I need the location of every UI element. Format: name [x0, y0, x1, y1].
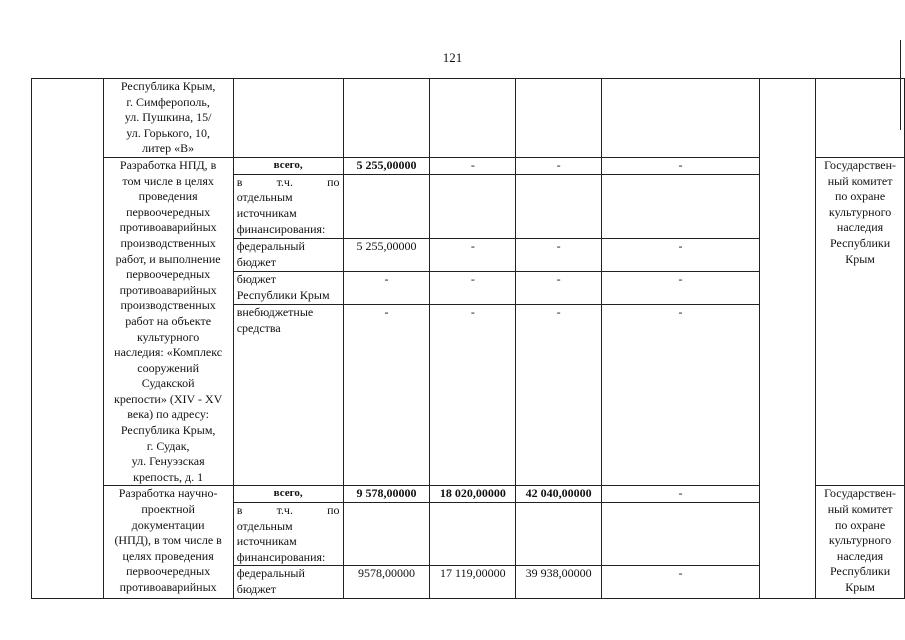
value-cell: -	[430, 239, 516, 272]
value-cell: -	[601, 157, 759, 174]
value-cell: -	[601, 305, 759, 486]
value-cell: 9578,00000	[343, 566, 430, 598]
source-label: бюджет Республики Крым	[233, 272, 343, 305]
value-cell: 39 938,00000	[516, 566, 602, 598]
value-cell: 17 119,00000	[430, 566, 516, 598]
item-description: Разработка НПД, в том числе в целях проведения первоочередных противоаварийных производственных работ, и выполнение первоочередных противоаварийных производственных работ на объекте культурного наследия: «Комплекс сооружений Судакской крепости» (XIV - XV века) по адресу: Республика Крым, г. Судак, ул. Генуэзская крепость, д. 1	[103, 157, 233, 485]
source-total-label: всего,	[233, 157, 343, 174]
value-cell: -	[516, 272, 602, 305]
value-cell: -	[343, 305, 430, 486]
source-label: федеральный бюджет	[233, 239, 343, 272]
source-label: федеральный бюджет	[233, 566, 343, 598]
source-total-label: всего,	[233, 486, 343, 503]
address-cell: Республика Крым, г. Симферополь, ул. Пушкина, 15/ ул. Горького, 10, литер «В»	[103, 79, 233, 158]
number-cell	[32, 79, 104, 599]
value-cell: 5 255,00000	[343, 239, 430, 272]
value-cell: -	[516, 239, 602, 272]
value-cell: -	[601, 566, 759, 598]
value-cell: -	[601, 239, 759, 272]
item-description: Разработка научно- проектной документации (НПД), в том числе в целях проведения первоочередных противоаварийных	[103, 486, 233, 598]
value-cell: -	[516, 157, 602, 174]
value-cell: -	[430, 157, 516, 174]
program-table	[31, 78, 905, 599]
source-label: внебюджетные средства	[233, 305, 343, 486]
value-cell: 18 020,00000	[430, 486, 516, 503]
value-cell: 42 040,00000	[516, 486, 602, 503]
value-cell: -	[430, 305, 516, 486]
responsible-executor: Государствен- ный комитет по охране культурного наследия Республики Крым	[816, 486, 905, 598]
extra-column-cell	[760, 79, 816, 599]
value-cell: -	[343, 272, 430, 305]
source-subheading: в т.ч. по отдельным источникам финансирования:	[233, 503, 343, 566]
value-cell: -	[516, 305, 602, 486]
responsible-executor: Государствен- ный комитет по охране культурного наследия Республики Крым	[816, 157, 905, 485]
value-cell: -	[601, 272, 759, 305]
address-row	[32, 79, 905, 158]
value-cell: -	[601, 486, 759, 503]
value-cell: 5 255,00000	[343, 157, 430, 174]
source-subheading: в т.ч. по отдельным источникам финансирования:	[233, 174, 343, 239]
value-cell: -	[430, 272, 516, 305]
page-number: 121	[442, 50, 463, 65]
value-cell: 9 578,00000	[343, 486, 430, 503]
